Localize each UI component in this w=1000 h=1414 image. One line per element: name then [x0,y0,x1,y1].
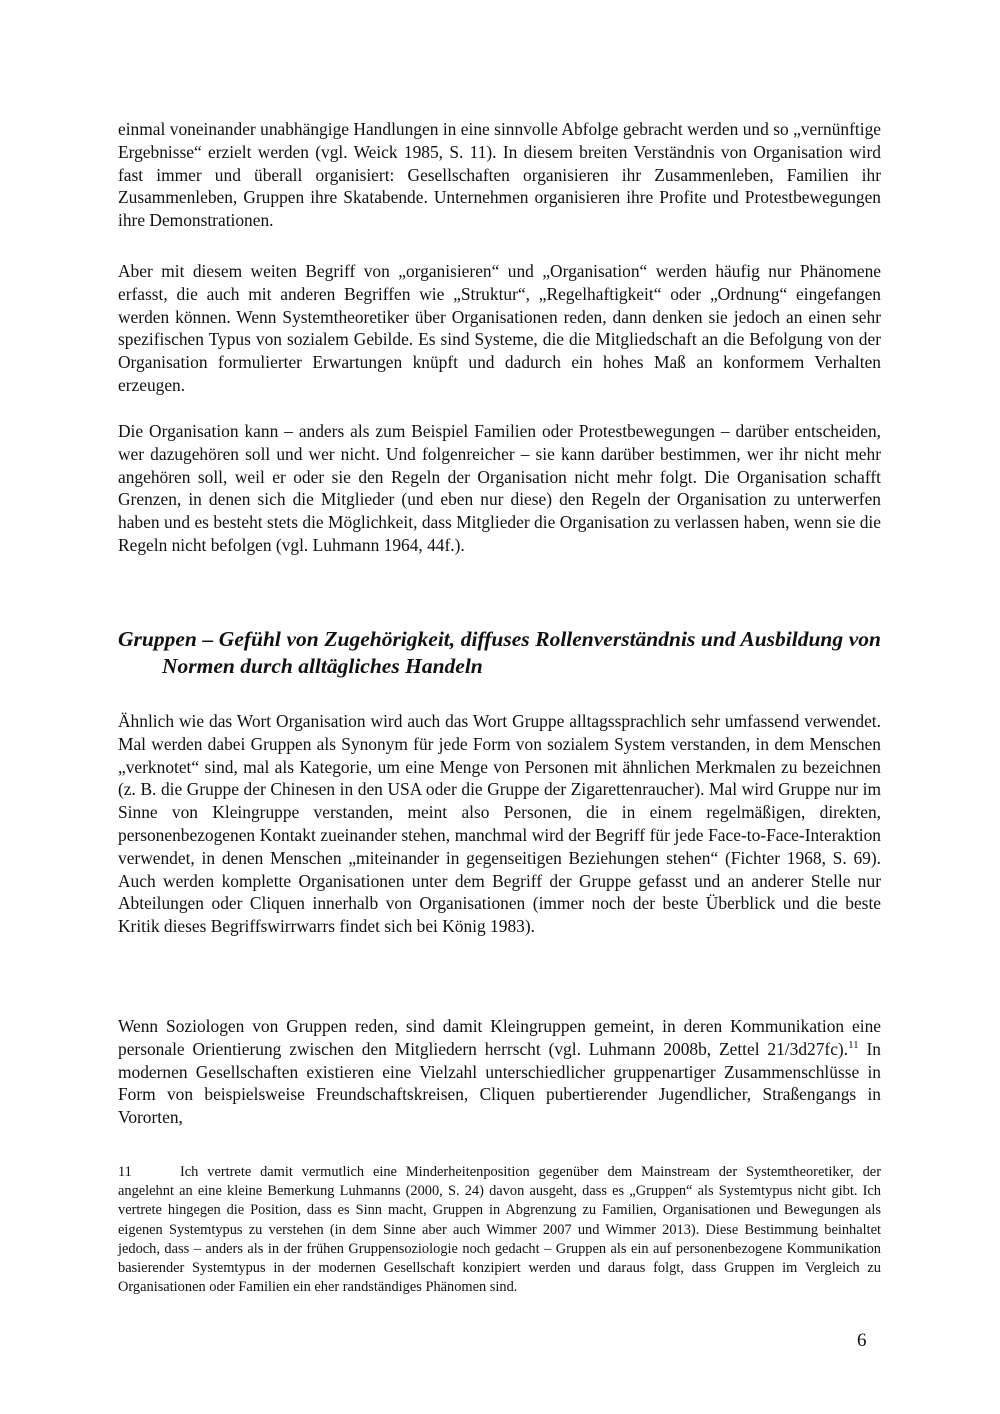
paragraph-text: Wenn Soziologen von Gruppen reden, sind damit Kleingruppen gemeint, in deren Kommunikation eine personale Orientierung zwischen den Mitgliedern herrscht (vgl. Luhmann 2008b, Zettel 21/3d27fc). [118,1016,881,1059]
body-paragraph: einmal voneinander unabhängige Handlungen in eine sinnvolle Abfolge gebracht werden und so „vernünftige Ergebnisse“ erzielt werden (vgl. Weick 1985, S. 11). In diesem breiten Verständnis von Organisation wird fast immer und überall organisiert: Gesellschaften organisieren ihr Zusammenleben, Familien ihr Zusammenleben, Gruppen ihre Skatabende. Unternehmen organisieren ihre Profite und Protestbewegungen ihre Demonstrationen. [118,119,881,231]
page-number: 6 [857,1330,867,1351]
body-paragraph: Die Organisation kann – anders als zum Beispiel Familien oder Protestbewegungen – darüber entscheiden, wer dazugehören soll und wer nicht. Und folgenreicher – sie kann darüber bestimmen, wer ihr nicht mehr angehören soll, weil er oder sie den Regeln der Organisation nicht mehr folgt. Die Organisation schafft Grenzen, in denen sich die Mitglieder (und eben nur diese) den Regeln der Organisation zu unterwerfen haben und es besteht stets die Möglichkeit, dass Mitglieder die Organisation zu verlassen haben, wenn sie die Regeln nicht befolgen (vgl. Luhmann 1964, 44f.). [118,421,881,555]
footnote-number: 11 [118,1164,132,1180]
body-paragraph [118,1015,881,1129]
footnote-reference[interactable]: 11 [848,1039,859,1051]
paragraph-text: In modernen Gesellschaften existieren eine Vielzahl unterschiedlicher gruppenartiger Zusammenschlüsse in Form von beispielsweise Freundschaftskreisen, Cliquen pubertierender Jugendlicher, Straßengangs in Vororten, [118,1038,882,1128]
section-heading: Gruppen – Gefühl von Zugehörigkeit, diffuses Rollenverständnis und Ausbildung von Normen durch alltägliches Handeln [118,627,881,678]
footnote-text: Ich vertrete damit vermutlich eine Minderheitenposition gegenüber dem Mainstream der Systemtheoretiker, der angelehnt an eine kleine Bemerkung Luhmanns (2000, S. 24) davon ausgeht, dass es „Gruppen“ als Systemtypus nicht gibt. Ich vertrete hingegen die Position, dass es Sinn macht, Gruppen in Abgrenzung zu Familien, Organisationen und Bewegungen als eigenen Systemtypus zu verstehen (in dem Sinne aber auch Wimmer 2007 und Wimmer 2013). Diese Bestimmung beinhaltet jedoch, dass – anders als in der frühen Gruppensoziologie noch gedacht – Gruppen als ein auf personenbezogene Kommunikation basierender Systemtypus in der modernen Gesellschaft konzipiert werden und daraus folgt, dass Gruppen im Vergleich zu Organisationen oder Familien ein eher randständiges Phänomen sind. [118,1164,881,1296]
body-paragraph: Aber mit diesem weiten Begriff von „organisieren“ und „Organisation“ werden häufig nur Phänomene erfasst, die auch mit anderen Begriffen wie „Struktur“, „Regelhaftigkeit“ oder „Ordnung“ eingefangen werden können. Wenn Systemtheoretiker über Organisationen reden, dann denken sie jedoch an einen sehr spezifischen Typus von sozialem Gebilde. Es sind Systeme, die die Mitgliedschaft an die Befolgung von der Organisation formulierter Erwartungen knüpft und dadurch ein hohes Maß an konformem Verhalten erzeugen. [118,261,881,395]
body-paragraph: Ähnlich wie das Wort Organisation wird auch das Wort Gruppe alltagssprachlich sehr umfassend verwendet. Mal werden dabei Gruppen als Synonym für jede Form von sozialem System verstanden, in dem Menschen „verknotet“ sind, mal als Kategorie, um eine Menge von Personen mit ähnlichen Merkmalen zu bezeichnen (z. B. die Gruppe der Chinesen in den USA oder die Gruppe der Zigarettenraucher). Mal wird Gruppe nur im Sinne von Kleingruppe verstanden, meint also Personen, die in einem regelmäßigen, direkten, personenbezogenen Kontakt zueinander stehen, manchmal wird der Begriff für jede Face-to-Face-Interaktion verwendet, in denen Menschen „miteinander in gegenseitigen Beziehungen stehen“ (Fichter 1968, S. 69). Auch werden komplette Organisationen unter dem Begriff der Gruppe gefasst und an anderer Stelle nur Abteilungen oder Cliquen innerhalb von Organisationen (immer noch der beste Überblick und die beste Kritik dieses Begriffswirrwarrs findet sich bei König 1983). [118,711,881,937]
footnote [118,1163,881,1297]
